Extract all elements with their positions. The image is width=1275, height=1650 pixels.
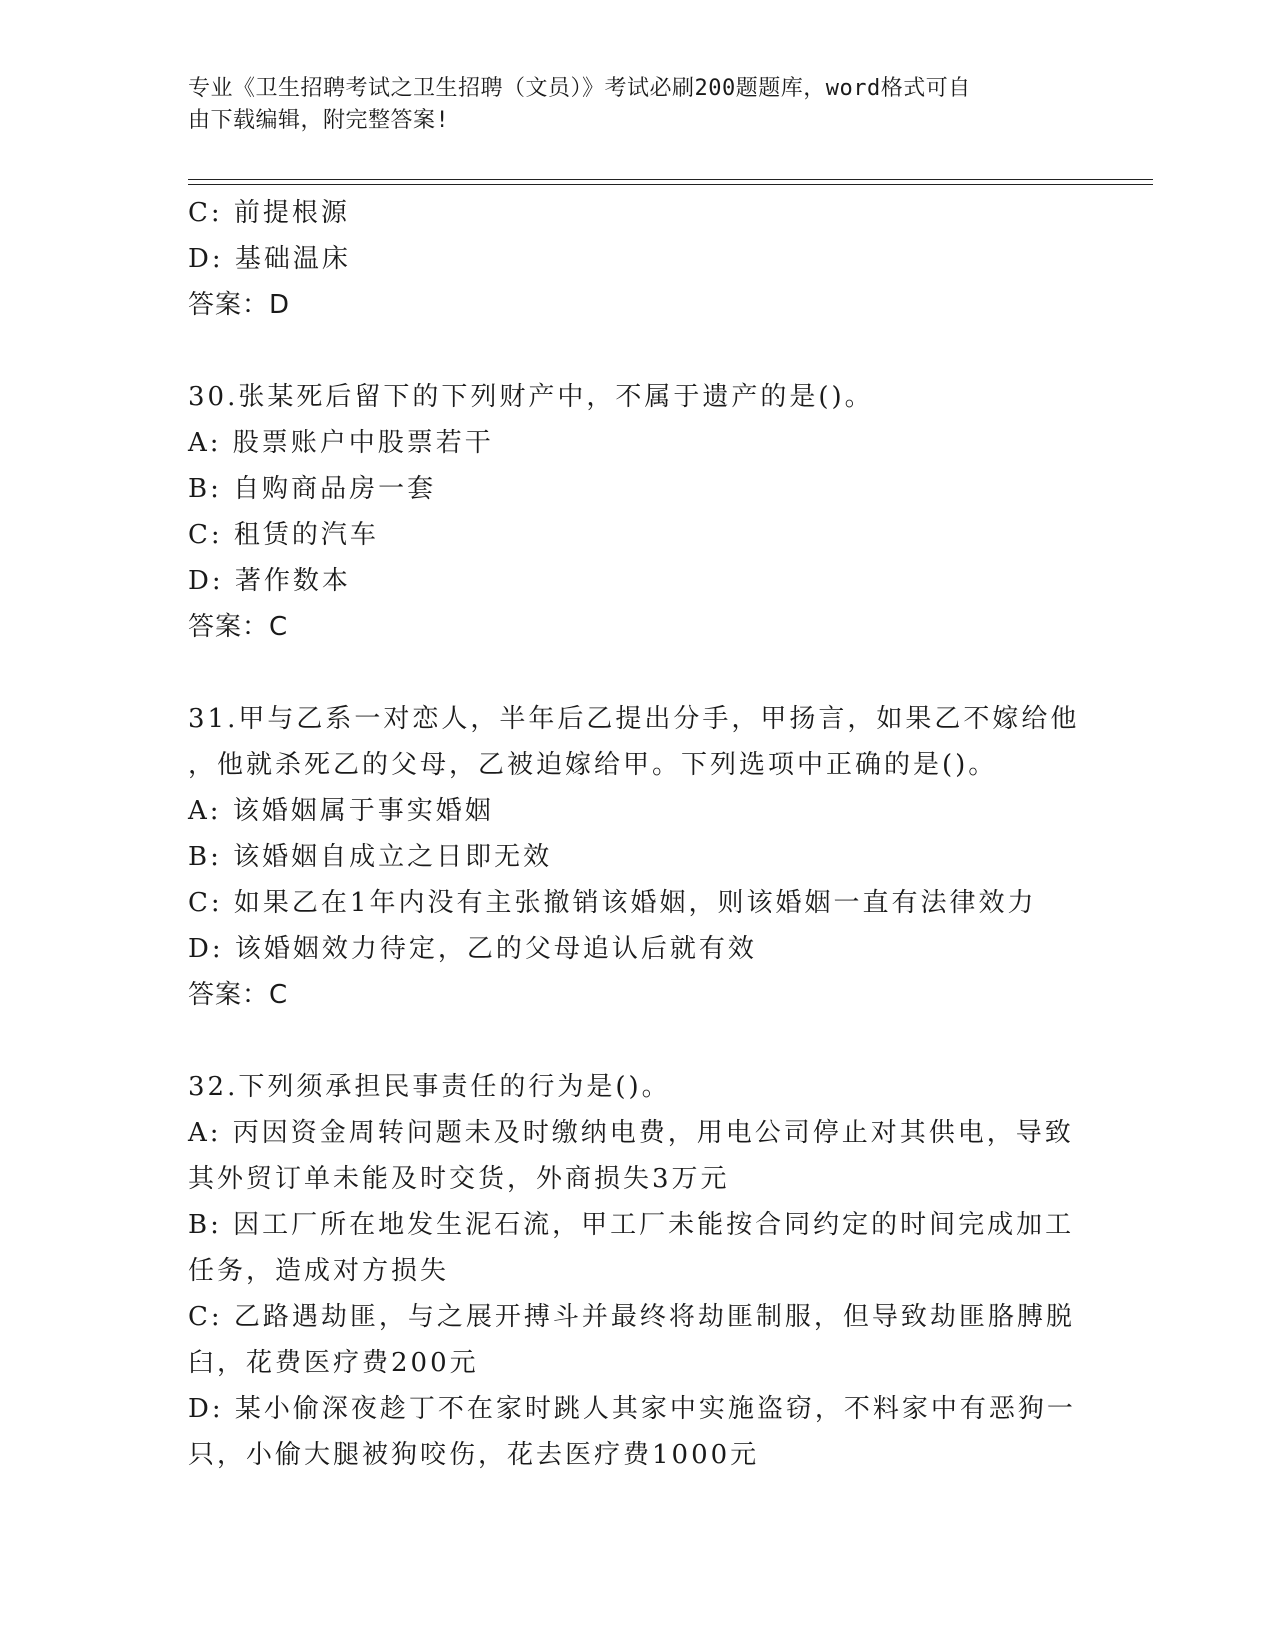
question-list bbox=[188, 190, 1088, 1478]
spacer bbox=[188, 1018, 1088, 1064]
answer-line: 答案：C bbox=[188, 612, 289, 642]
option-d: D: 基础温床 bbox=[188, 244, 351, 274]
header-line-1: 专业《卫生招聘考试之卫生招聘（文员）》考试必刷200题题库，word格式可自 bbox=[188, 76, 971, 101]
spacer bbox=[188, 650, 1088, 696]
question-option: B: 该婚姻自成立之日即无效 bbox=[188, 842, 553, 872]
question-option: D: 著作数本 bbox=[188, 566, 351, 596]
question-option: A: 该婚姻属于事实婚姻 bbox=[188, 796, 494, 826]
option-c: C: 前提根源 bbox=[188, 198, 350, 228]
question-option: D: 该婚姻效力待定，乙的父母追认后就有效 bbox=[188, 934, 757, 964]
question-option: A: 股票账户中股票若干 bbox=[188, 428, 494, 458]
question-option: 其外贸订单未能及时交货，外商损失3万元 bbox=[188, 1164, 730, 1194]
answer-line: 答案：C bbox=[188, 980, 289, 1010]
question-option: C: 如果乙在1年内没有主张撤销该婚姻，则该婚姻一直有法律效力 bbox=[188, 888, 1037, 918]
question-option: D: 某小偷深夜趁丁不在家时跳人其家中实施盗窃，不料家中有恶狗一 bbox=[188, 1394, 1076, 1424]
spacer bbox=[188, 328, 1088, 374]
answer-line: 答案：D bbox=[188, 290, 291, 320]
question-stem: 31.甲与乙系一对恋人，半年后乙提出分手，甲扬言，如果乙不嫁给他 bbox=[188, 704, 1080, 734]
question-option: 只，小偷大腿被狗咬伤，花去医疗费1000元 bbox=[188, 1440, 760, 1470]
question-option: 任务，造成对方损失 bbox=[188, 1256, 450, 1286]
question-option: 臼，花费医疗费200元 bbox=[188, 1348, 479, 1378]
header-line-2: 由下载编辑，附完整答案! bbox=[188, 108, 450, 133]
question-option: A: 丙因资金周转问题未及时缴纳电费，用电公司停止对其供电，导致 bbox=[188, 1118, 1074, 1148]
question-stem: 32.下列须承担民事责任的行为是()。 bbox=[188, 1072, 671, 1102]
question-stem: 30.张某死后留下的下列财产中，不属于遗产的是()。 bbox=[188, 382, 874, 412]
question-option: C: 乙路遇劫匪，与之展开搏斗并最终将劫匪制服，但导致劫匪胳膊脱 bbox=[188, 1302, 1075, 1332]
header-divider-top bbox=[188, 179, 1153, 180]
question-stem: ，他就杀死乙的父母，乙被迫嫁给甲。下列选项中正确的是()。 bbox=[188, 750, 998, 780]
question-option: C: 租赁的汽车 bbox=[188, 520, 379, 550]
question-option: B: 自购商品房一套 bbox=[188, 474, 437, 504]
document-header bbox=[188, 73, 1068, 137]
question-option: B: 因工厂所在地发生泥石流，甲工厂未能按合同约定的时间完成加工 bbox=[188, 1210, 1075, 1240]
questions-container bbox=[188, 374, 1088, 1478]
header-divider-bottom bbox=[188, 184, 1153, 185]
